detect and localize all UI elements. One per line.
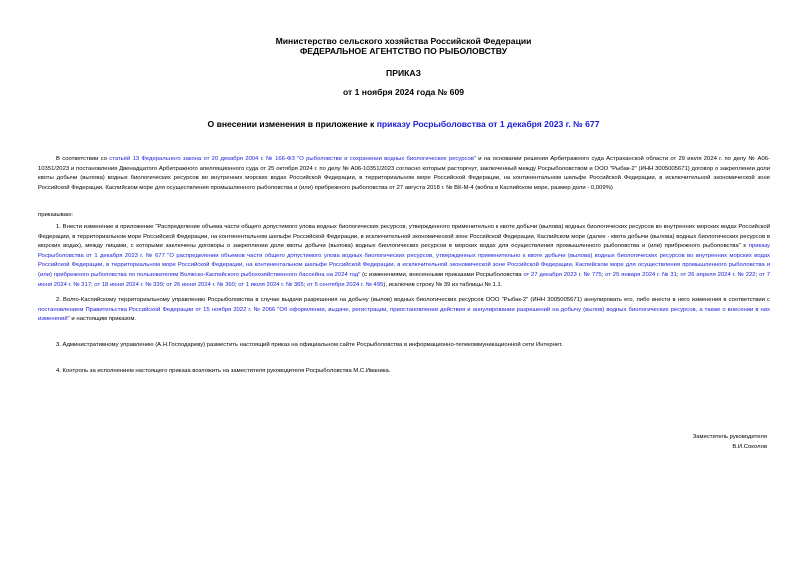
order-222-link[interactable]: от 26 апреля 2024 г. № 222	[680, 271, 756, 278]
p1-separator: ;	[601, 271, 606, 278]
title-text: О внесении изменения в приложение к	[207, 119, 377, 129]
order-495-link[interactable]: от 5 сентября 2024 г. № 495	[306, 281, 384, 288]
paragraph-3: 3. Административному управлению (А.Н.Господареву) разместить настоящий приказ на официальном сайте Росрыболовства в информационно-телекоммуникационной сети Интернет.	[56, 342, 563, 348]
signatory-position: Заместитель руководителя	[692, 434, 767, 440]
p1-separator: ;	[676, 271, 681, 278]
preamble-paragraph	[38, 155, 770, 193]
paragraph-4: 4. Контроль за исполнением настоящего приказа возложить на заместителя руководителя Росрыболовства М.С.Иваника.	[56, 368, 391, 374]
order-775-link[interactable]: от 27 декабря 2023 г. № 775	[523, 271, 602, 278]
order-word: приказываю:	[38, 212, 74, 218]
order-677-link[interactable]: приказу Росрыболовства от 1 декабря 2023 г. № 677 "О распределении объемов части общего допустимого улова водных биологических ресурсов, утвержденных применительно к квоте добычи (вылова) водных биологических ресурсов во внутренних морских водах Российской Федерации, в территориальном море Российской Федерации, на континентальном шельфе Российской Федерации, в исключительной экономической зоне Российской Федерации, Каспийском море для осуществления промышленного рыболовства и (или) прибрежного рыболовства по пользователям Волжско-Каспийского рыбохозяйственного бассейна на 2024 год"	[38, 243, 770, 278]
paragraph-1	[38, 223, 770, 290]
order-365-link[interactable]: от 1 июля 2024 г. № 365	[238, 281, 304, 288]
p1-text: 1. Внести изменение в приложение "Распределение объема части общего допустимого улова водных биологических ресурсов, утвержденного применительно к квоте добычи (вылова) водных биологических ресурсов во внутренних морских водах Российской Федерации, в территориальном море Российской Федерации, на континентальном шельфе Российской Федерации, в исключительной экономической зоне Российской Федерации, Каспийском море (далее - квота добычи (вылова) водных биологических ресурсов в морских водах), между лицами, с которыми заключены договоры о закреплении доли квоты добычи (вылова) водных биологических ресурсов в морских водах для осуществления промышленного рыболовства и (или) прибрежного рыболовства" к	[38, 224, 770, 250]
ministry-name: Министерство сельского хозяйства Российской Федерации	[275, 36, 532, 46]
document-title	[0, 119, 807, 129]
signatory-name: В.И.Соколов	[732, 444, 767, 450]
p1-text: ), исключив строку № 39 из таблицы № 1.1.	[383, 281, 503, 288]
order-317-link[interactable]: от 7 июня 2024 г. № 317	[38, 271, 771, 288]
agency-name: ФЕДЕРАЛЬНОЕ АГЕНТСТВО ПО РЫБОЛОВСТВУ	[299, 46, 508, 56]
order-360-link[interactable]: от 26 июня 2024 г. № 360	[166, 281, 235, 288]
preamble-text-2: и на основании решения Арбитражного суда Астраханской области от 29 июля 2024 г. по делу № А06-10351/2023 и постановления Двенадцатого Арбитражного апелляционного суда от 25 октября 2024 г. по делу № А06-10351/2023 согласно которым расторгнут, заключенный между Росрыболовством и ООО "Рыбак-2" (ИНН 3005005671) договор о закреплении доли квоты добычи (вылова) водных биологических ресурсов во внутренних морских водах Российской Федерации, в территориальном море Российской Федерации, на континентальном шельфе Российской Федерации, в исключительной экономической зоне Российской Федерации, Каспийском море для осуществления промышленного рыболовства и (или) прибрежного рыболовства от 27 августа 2018 г. № ВК-М-4 (вобла в Каспийском море, размер доли - 0,009%)	[38, 156, 770, 191]
paragraph-2	[38, 296, 770, 325]
p1-separator: ;	[303, 281, 307, 288]
p1-text: (с изменениями, внесенными приказами Росрыболовства	[360, 271, 524, 278]
p2-text: и настоящим приказом.	[69, 316, 137, 323]
p1-separator: ;	[234, 281, 239, 288]
federal-law-link[interactable]: статьёй 13 Федерального закона от 20 декабря 2004 г. № 166-ФЗ "О рыболовстве и сохранении водных биологических ресурсов"	[109, 156, 477, 162]
preamble-text-1: В соответствии со	[56, 156, 110, 162]
p2-text: 2. Волго-Каспийскому территориальному управлению Росрыболовства в случае выдачи разрешения на добычу (вылов) водных биологических ресурсов ООО "Рыбак-2" (ИНН 3005005671) аннулировать его, либо внести в него изменения в соответствии с	[56, 297, 770, 303]
p1-separator: ;	[162, 281, 167, 288]
p1-separator: ;	[91, 281, 95, 288]
document-type: ПРИКАЗ	[386, 68, 421, 78]
title-order-link[interactable]: приказу Росрыболовства от 1 декабря 2023 г. № 677	[376, 119, 600, 129]
order-31-link[interactable]: от 25 января 2024 г. № 31	[605, 271, 677, 278]
government-decree-link[interactable]: постановлением Правительства Российской Федерации от 15 ноября 2022 г. № 2066 "Об оформлении, выдаче, регистрации, приостановлении действия и аннулировании разрешений на добычу (вылов) водных биологических ресурсов, а также о внесении в них изменений"	[38, 306, 770, 323]
order-339-link[interactable]: от 18 июня 2024 г. № 339	[94, 281, 163, 288]
p1-separator: ;	[755, 271, 760, 278]
document-date: от 1 ноября 2024 года № 609	[342, 87, 465, 97]
